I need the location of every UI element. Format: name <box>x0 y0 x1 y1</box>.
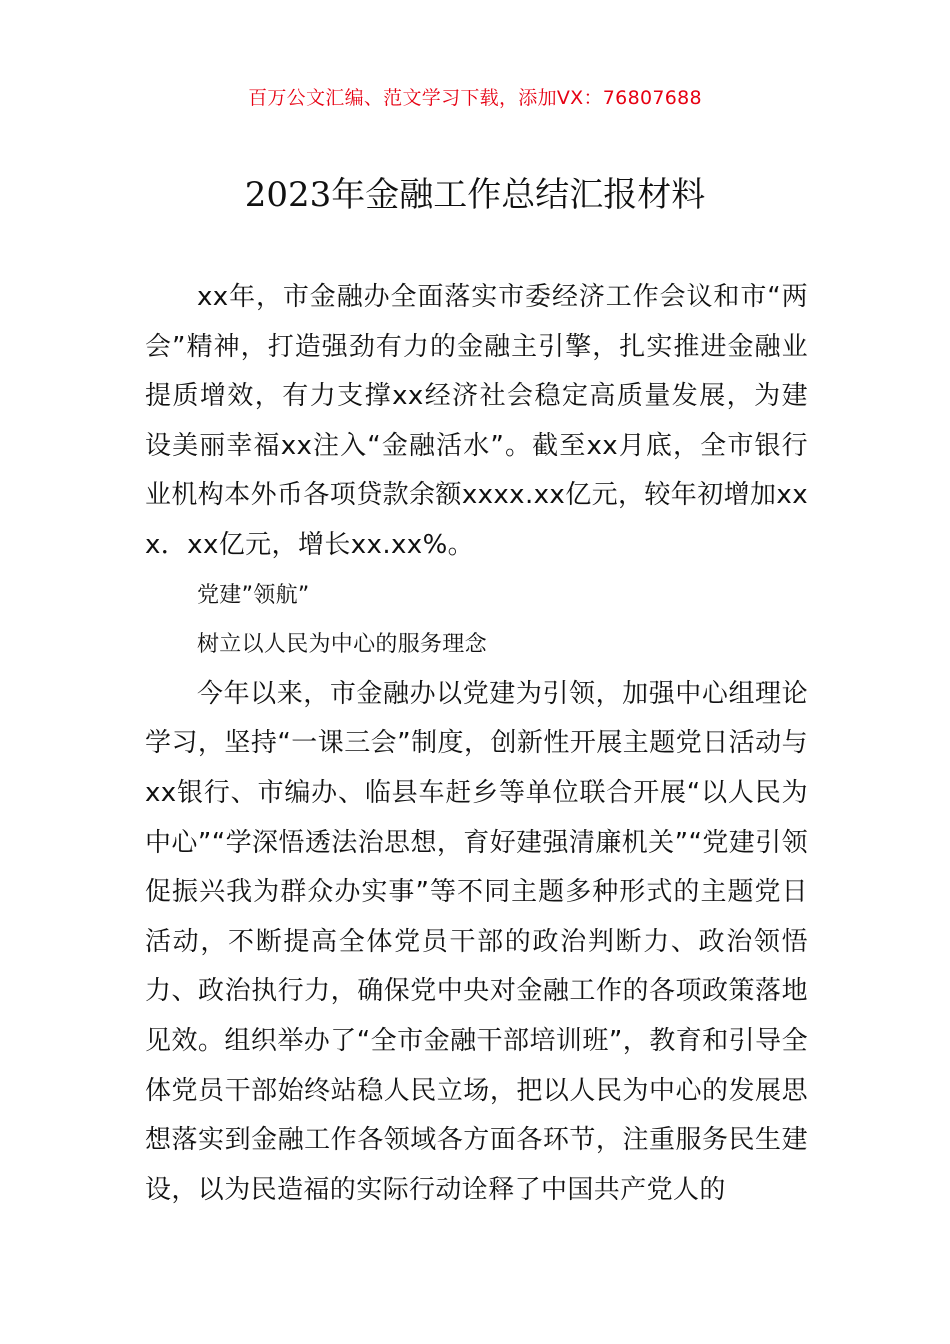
body-paragraph: 今年以来，市金融办以党建为引领，加强中心组理论学习，坚持“一课三会”制度，创新性开展主题党日活动与xx银行、市编办、临县车赶乡等单位联合开展“以人民为中心”“学深悟透法治思想，育好建强清廉机关”“党建引领促振兴我为群众办实事”等不同主题多种形式的主题党日活动，不断提高全体党员干部的政治判断力、政治领悟力、政治执行力，确保党中央对金融工作的各项政策落地见效。组织举办了“全市金融干部培训班”，教育和引导全体党员干部始终站稳人民立场，把以人民为中心的发展思想落实到金融工作各领域各方面各环节，注重服务民生建设，以为民造福的实际行动诠释了中国共产党人的 <box>145 678 808 1205</box>
document-title: 2023年金融工作总结汇报材料 <box>244 175 706 215</box>
subsection-heading: 树立以人民为中心的服务理念 <box>197 632 487 658</box>
document-body <box>145 273 808 1215</box>
intro-paragraph: xx年，市金融办全面落实市委经济工作会议和市“两会”精神，打造强劲有力的金融主引擎，扎实推进金融业提质增效，有力支撑xx经济社会稳定高质量发展，为建设美丽幸福xx注入“金融活水”。截至xx月底，全市银行业机构本外币各项贷款余额xxxx.xx亿元，较年初增加xxx．xx亿元，增长xx.xx%。 <box>145 282 808 560</box>
promo-banner: 百万公文汇编、范文学习下载，添加VX：76807688 <box>248 87 702 109</box>
section-heading: 党建”领航” <box>197 582 310 608</box>
